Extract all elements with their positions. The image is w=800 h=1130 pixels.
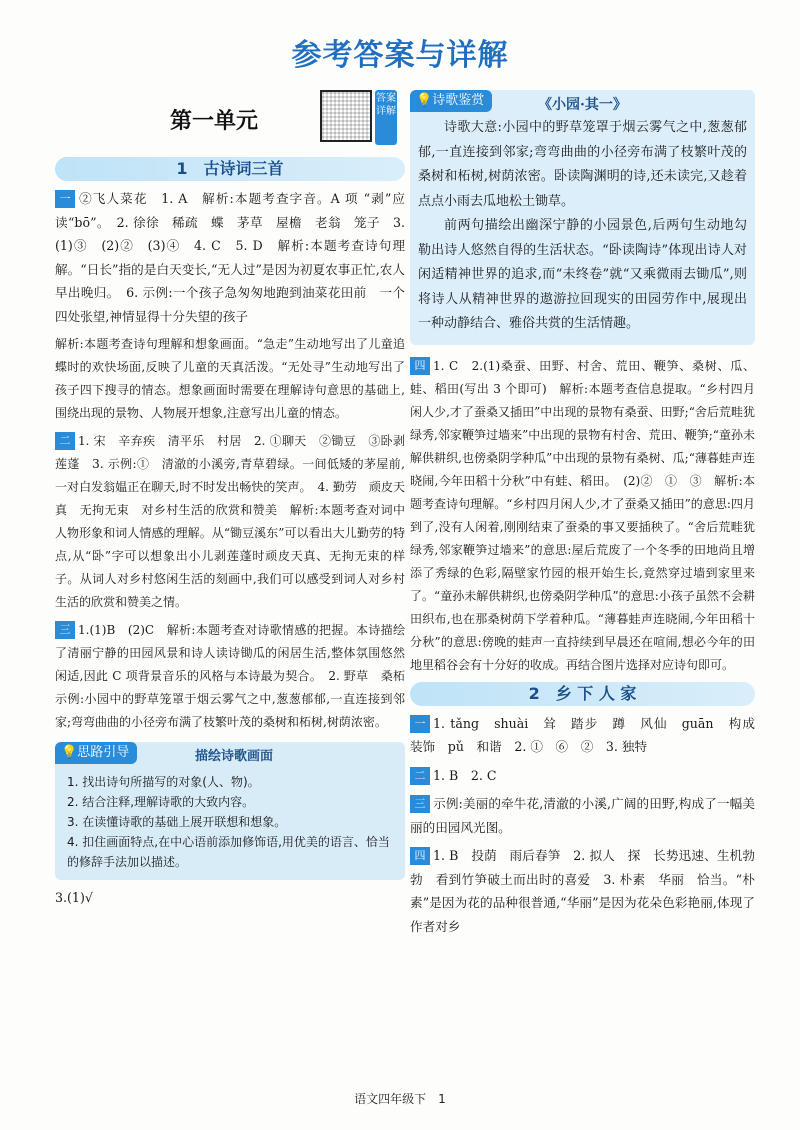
tip-item: 1. 找出诗句所描写的对象(人、物)。 xyxy=(67,775,260,789)
lightbulb-icon: 💡 xyxy=(416,93,433,108)
answer-block-1 xyxy=(55,187,405,328)
tip-item: 3. 在读懂诗歌的基础上展开联想和想象。 xyxy=(67,815,287,829)
answer-block-3 xyxy=(55,619,418,734)
tag-4: 四 xyxy=(410,847,430,865)
answer-text: 1. B 2. C xyxy=(433,767,497,783)
tip-header xyxy=(55,742,405,766)
tag-3: 三 xyxy=(55,621,75,639)
page-title: 参考答案与详解 xyxy=(291,38,509,73)
unit-title: 第一单元 xyxy=(170,109,259,134)
tag-2: 二 xyxy=(410,767,430,785)
answer-text: 1.(1)B (2)C 解析:本题考查对诗歌情感的把握。本诗描绘了清丽宁静的田园风景和诗人读诗锄瓜的闲居生活,整体氛围悠然闲适,因此 C 项背景音乐的风格与本诗最为契合。 2. 野草 桑柘 示例:小园中的野草笼罩于烟云雾气之中,葱葱郁郁,一直连接到邻家;弯弯曲曲的小径旁布满了枝繁叶茂的桑树和柘树,树荫浓密。 xyxy=(55,623,418,729)
answer-block-4 xyxy=(410,355,755,677)
tip-item: 2. 结合注释,理解诗歌的大致内容。 xyxy=(67,795,255,809)
qr-code-icon[interactable] xyxy=(320,90,372,142)
page-footer: 语文四年级下 1 xyxy=(354,1092,446,1106)
tip-badge-label: 思路引导 xyxy=(77,745,130,760)
section-title-2: 2 乡 下 人 家 xyxy=(410,682,755,706)
right-column xyxy=(410,90,768,943)
answer-text: 1. C 2.(1)桑蚕、田野、村舍、荒田、鞭笋、桑树、瓜、蛙、稻田(写出 3 个即可) 解析:本题考查信息提取。“乡村四月闲人少,才了蚕桑又插田”中出现的景物有桑蚕、田野;“舍后荒畦犹绿秀,邻家鞭笋过墙来”中出现的景物有村舍、荒田、鞭笋;“童孙未解供耕织,也傍桑阴学种瓜”中出现的景物有桑树、瓜;“薄暮蛙声连晓闹,今年田稻十分秋”中有蛙、稻田。 (2)② ① ③ 解析:本题考查诗句理解。“乡村四月闲人少,才了蚕桑又插田”的意思:四月到了,没有人闲着,刚刚结束了蚕桑的事又要插秧了。“舍后荒畦犹绿秀,邻家鞭笋过墙来”的意思:屋后荒废了一个冬季的田地尚且增添了秀绿的色彩,隔壁家竹园的根开始生长,竟然穿过墙到家里来了。“童孙未解供耕织,也傍桑阴学种瓜”的意思:小孩子虽然不会耕田织布,也在那桑树荫下学着种瓜。“薄暮蛙声连晓闹,今年田稻十分秋”的意思:傍晚的蛙声一直持续到早晨还在喧闹,想必今年的田地里稻谷会有十分好的收成。再结合图片选择对应诗句即可。 xyxy=(410,358,755,672)
left-column xyxy=(55,90,418,915)
unit-header xyxy=(55,90,405,155)
analysis-block-1: 解析:本题考查诗句理解和想象画面。“急走”生动地写出了儿童追蝶时的欢快场面,反映了儿童的天真活泼。“无处寻”生动地写出了孩子四下搜寻的情态。想象画面时需要在理解诗句意思的基础上,围绕出现的景物、人物展开想象,注意写出儿童的情态。 xyxy=(55,337,405,420)
poem-box xyxy=(410,90,755,345)
s2-answer-2 xyxy=(410,764,755,788)
answer-tail: 3.(1)√ xyxy=(55,890,93,905)
poem-header xyxy=(418,90,747,116)
answer-text: 示例:美丽的牵牛花,清澈的小溪,广阔的田野,构成了一幅美丽的田园风光图。 xyxy=(410,796,755,835)
lightbulb-icon: 💡 xyxy=(61,745,78,760)
s2-answer-3 xyxy=(410,792,755,839)
qr-label: 答案详解 xyxy=(375,90,397,145)
tip-subtitle: 描绘诗歌画面 xyxy=(195,749,274,764)
tag-1: 一 xyxy=(410,715,430,733)
section-title-1: 1 古诗词三首 xyxy=(55,157,405,181)
answer-block-2 xyxy=(55,430,405,614)
poem-meaning: 诗歌大意:小园中的野草笼罩于烟云雾气之中,葱葱郁郁,一直连接到邻家;弯弯曲曲的小径旁布满了枝繁叶茂的桑树和柘树,树荫浓密。卧读陶渊明的诗,还未读完,又趁着点点小雨去瓜地松土锄草。 xyxy=(418,120,747,209)
answer-text: 1. tǎng shuài 耸 踏步 蹲 风仙 guān 构成 装饰 pǔ 和谐 2. ① ⑥ ② 3. 独特 xyxy=(410,715,768,754)
tag-2: 二 xyxy=(55,432,75,450)
answer-text: 1. 宋 辛弃疾 清平乐 村居 2. ①聊天 ②锄豆 ③卧剥莲蓬 3. 示例:① 清澈的小溪旁,青草碧绿。一间低矮的茅屋前,一对白发翁媪正在聊天,时不时发出畅快的笑声。 4. 勤劳 顽皮天真 无拘无束 对乡村生活的欣赏和赞美 解析:本题考查对词中人物形象和词人情感的理解。从“锄豆溪东”可以看出大儿勤劳的特点,从“卧”字可以想象出小儿剥莲蓬时顽皮天真、无拘无束的样子。从词人对乡村悠闲生活的刻画中,我们可以感受到词人对乡村生活的欣赏和赞美之情。 xyxy=(55,434,405,609)
answer-text: ②飞人菜花 1. A 解析:本题考查字音。A 项 “剥”应读“bō”。 2. 徐徐 稀疏 蝶 茅草 屋檐 老翁 笼子 3.(1)③ (2)② (3)④ 4. C 5. D 解析:本题考查诗句理解。“日长”指的是白天变长,“无人过”是因为初夏农事正忙,农人早出晚归。 6. 示例:一个孩子急匆匆地跑到油菜花田前 一个四处张望,神情显得十分失望的孩子 xyxy=(55,191,405,324)
poem-title: 《小园·其一》 xyxy=(538,97,627,113)
tag-3: 三 xyxy=(410,795,430,813)
poem-badge-label: 诗歌鉴赏 xyxy=(432,93,485,108)
tag-1: 一 xyxy=(55,190,75,208)
tip-box xyxy=(55,742,405,880)
s2-answer-4 xyxy=(410,844,755,938)
tip-list xyxy=(55,766,405,872)
answer-text: 1. B 投荫 雨后春笋 2. 拟人 探 长势迅速、生机勃勃 看到竹笋破土而出时的喜爱 3. 朴素 华丽 恰当。“朴素”是因为花的品种很普通,“华丽”是因为花朵色彩艳丽,体现了作者对乡 xyxy=(410,848,755,934)
tip-badge xyxy=(55,742,137,764)
tag-4: 四 xyxy=(410,357,430,375)
s2-answer-1 xyxy=(410,712,768,759)
poem-badge xyxy=(410,90,492,112)
tip-item: 4. 扣住画面特点,在中心语前添加修饰语,用优美的语言、恰当的修辞手法加以描述。 xyxy=(67,835,390,869)
poem-appreciation: 前两句描绘出幽深宁静的小园景色,后两句生动地勾勒出诗人悠然自得的生活状态。“卧读陶诗”体现出诗人对闲适精神世界的追求,而“未终卷”就“又乘微雨去锄瓜”,则将诗人从精神世界的遨游拉回现实的田园劳作中,展现出一种动静结合、雅俗共赏的生活情趣。 xyxy=(418,218,747,331)
